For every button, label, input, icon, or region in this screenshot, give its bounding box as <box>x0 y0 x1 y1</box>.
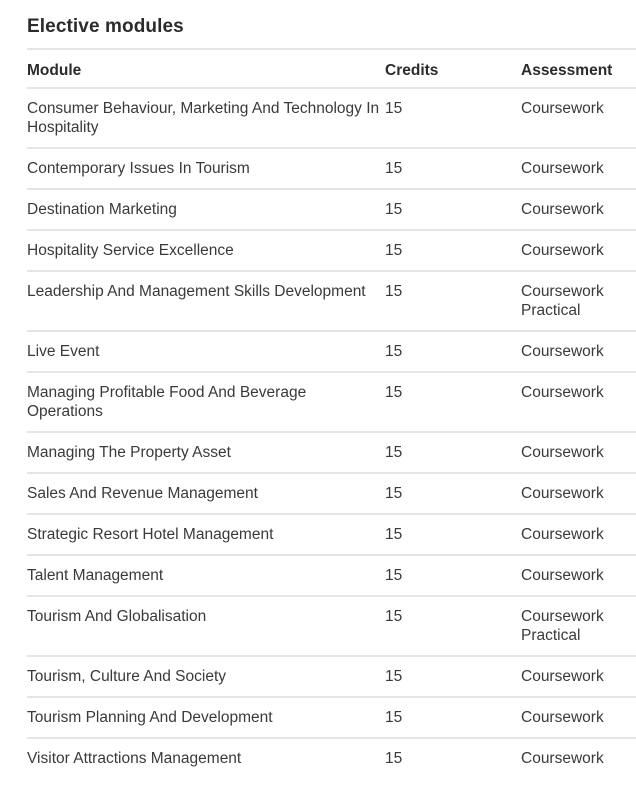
module-name-cell: Consumer Behaviour, Marketing And Technology In Hospitality <box>27 100 380 136</box>
assessment-cell <box>521 148 636 189</box>
module-name-cell: Strategic Resort Hotel Management <box>27 526 274 543</box>
assessment-method: Coursework <box>521 709 604 726</box>
assessment-cell <box>521 432 636 473</box>
table-row <box>27 271 636 331</box>
table-row <box>27 88 636 148</box>
assessment-cell <box>521 189 636 230</box>
assessment-method: Coursework <box>521 283 604 300</box>
module-name-cell: Visitor Attractions Management <box>27 750 242 767</box>
assessment-cell <box>521 230 636 271</box>
assessment-method: Coursework <box>521 485 604 502</box>
table-row <box>27 656 636 697</box>
column-header-module: Module <box>27 62 82 79</box>
assessment-method: Coursework <box>521 201 604 218</box>
assessment-cell <box>521 656 636 697</box>
assessment-method: Coursework <box>521 160 604 177</box>
credits-cell: 15 <box>385 608 403 625</box>
assessment-cell <box>521 555 636 596</box>
assessment-method: Coursework <box>521 608 604 625</box>
table-body <box>27 88 636 778</box>
credits-cell: 15 <box>385 343 403 360</box>
assessment-cell <box>521 596 636 656</box>
column-header-assessment: Assessment <box>521 62 613 79</box>
module-name-cell: Managing The Property Asset <box>27 444 231 461</box>
module-name-cell: Tourism, Culture And Society <box>27 668 227 685</box>
assessment-cell <box>521 697 636 738</box>
assessment-cell <box>521 372 636 432</box>
module-name-cell: Managing Profitable Food And Beverage Operations <box>27 384 307 420</box>
table-row <box>27 148 636 189</box>
table-row <box>27 331 636 372</box>
module-name-cell: Leadership And Management Skills Development <box>27 283 366 300</box>
credits-cell: 15 <box>385 242 403 259</box>
credits-cell: 15 <box>385 709 403 726</box>
module-name-cell: Destination Marketing <box>27 201 177 218</box>
credits-cell: 15 <box>385 750 403 767</box>
assessment-method: Coursework <box>521 750 604 767</box>
assessment-cell <box>521 738 636 778</box>
assessment-method: Coursework <box>521 526 604 543</box>
assessment-method: Coursework <box>521 444 604 461</box>
column-header-credits: Credits <box>385 62 439 79</box>
credits-cell: 15 <box>385 485 403 502</box>
table-row <box>27 432 636 473</box>
credits-cell: 15 <box>385 526 403 543</box>
assessment-cell <box>521 271 636 331</box>
module-name-cell: Hospitality Service Excellence <box>27 242 234 259</box>
assessment-cell <box>521 473 636 514</box>
module-name-cell: Talent Management <box>27 567 164 584</box>
assessment-cell <box>521 514 636 555</box>
table-row <box>27 189 636 230</box>
assessment-method: Practical <box>521 302 581 319</box>
assessment-method: Coursework <box>521 343 604 360</box>
module-name-cell: Tourism And Globalisation <box>27 608 207 625</box>
assessment-method: Coursework <box>521 668 604 685</box>
assessment-method: Coursework <box>521 384 604 401</box>
table-header-row <box>27 49 636 88</box>
module-name-cell: Live Event <box>27 343 100 360</box>
table-row <box>27 596 636 656</box>
credits-cell: 15 <box>385 201 403 218</box>
module-name-cell: Sales And Revenue Management <box>27 485 258 502</box>
table-row <box>27 230 636 271</box>
module-name-cell: Tourism Planning And Development <box>27 709 273 726</box>
modules-table <box>27 48 636 778</box>
assessment-method: Coursework <box>521 567 604 584</box>
assessment-cell <box>521 88 636 148</box>
assessment-method: Practical <box>521 627 581 644</box>
table-header <box>27 49 636 88</box>
assessment-cell <box>521 331 636 372</box>
table-row <box>27 473 636 514</box>
table-row <box>27 555 636 596</box>
credits-cell: 15 <box>385 283 403 300</box>
assessment-method: Coursework <box>521 100 604 117</box>
table-row <box>27 372 636 432</box>
module-name-cell: Contemporary Issues In Tourism <box>27 160 250 177</box>
credits-cell: 15 <box>385 160 403 177</box>
credits-cell: 15 <box>385 384 403 401</box>
table-row <box>27 514 636 555</box>
assessment-method: Coursework <box>521 242 604 259</box>
credits-cell: 15 <box>385 668 403 685</box>
credits-cell: 15 <box>385 100 403 117</box>
table-row <box>27 697 636 738</box>
table-row <box>27 738 636 778</box>
section-title: Elective modules <box>27 16 184 37</box>
credits-cell: 15 <box>385 567 403 584</box>
credits-cell: 15 <box>385 444 403 461</box>
